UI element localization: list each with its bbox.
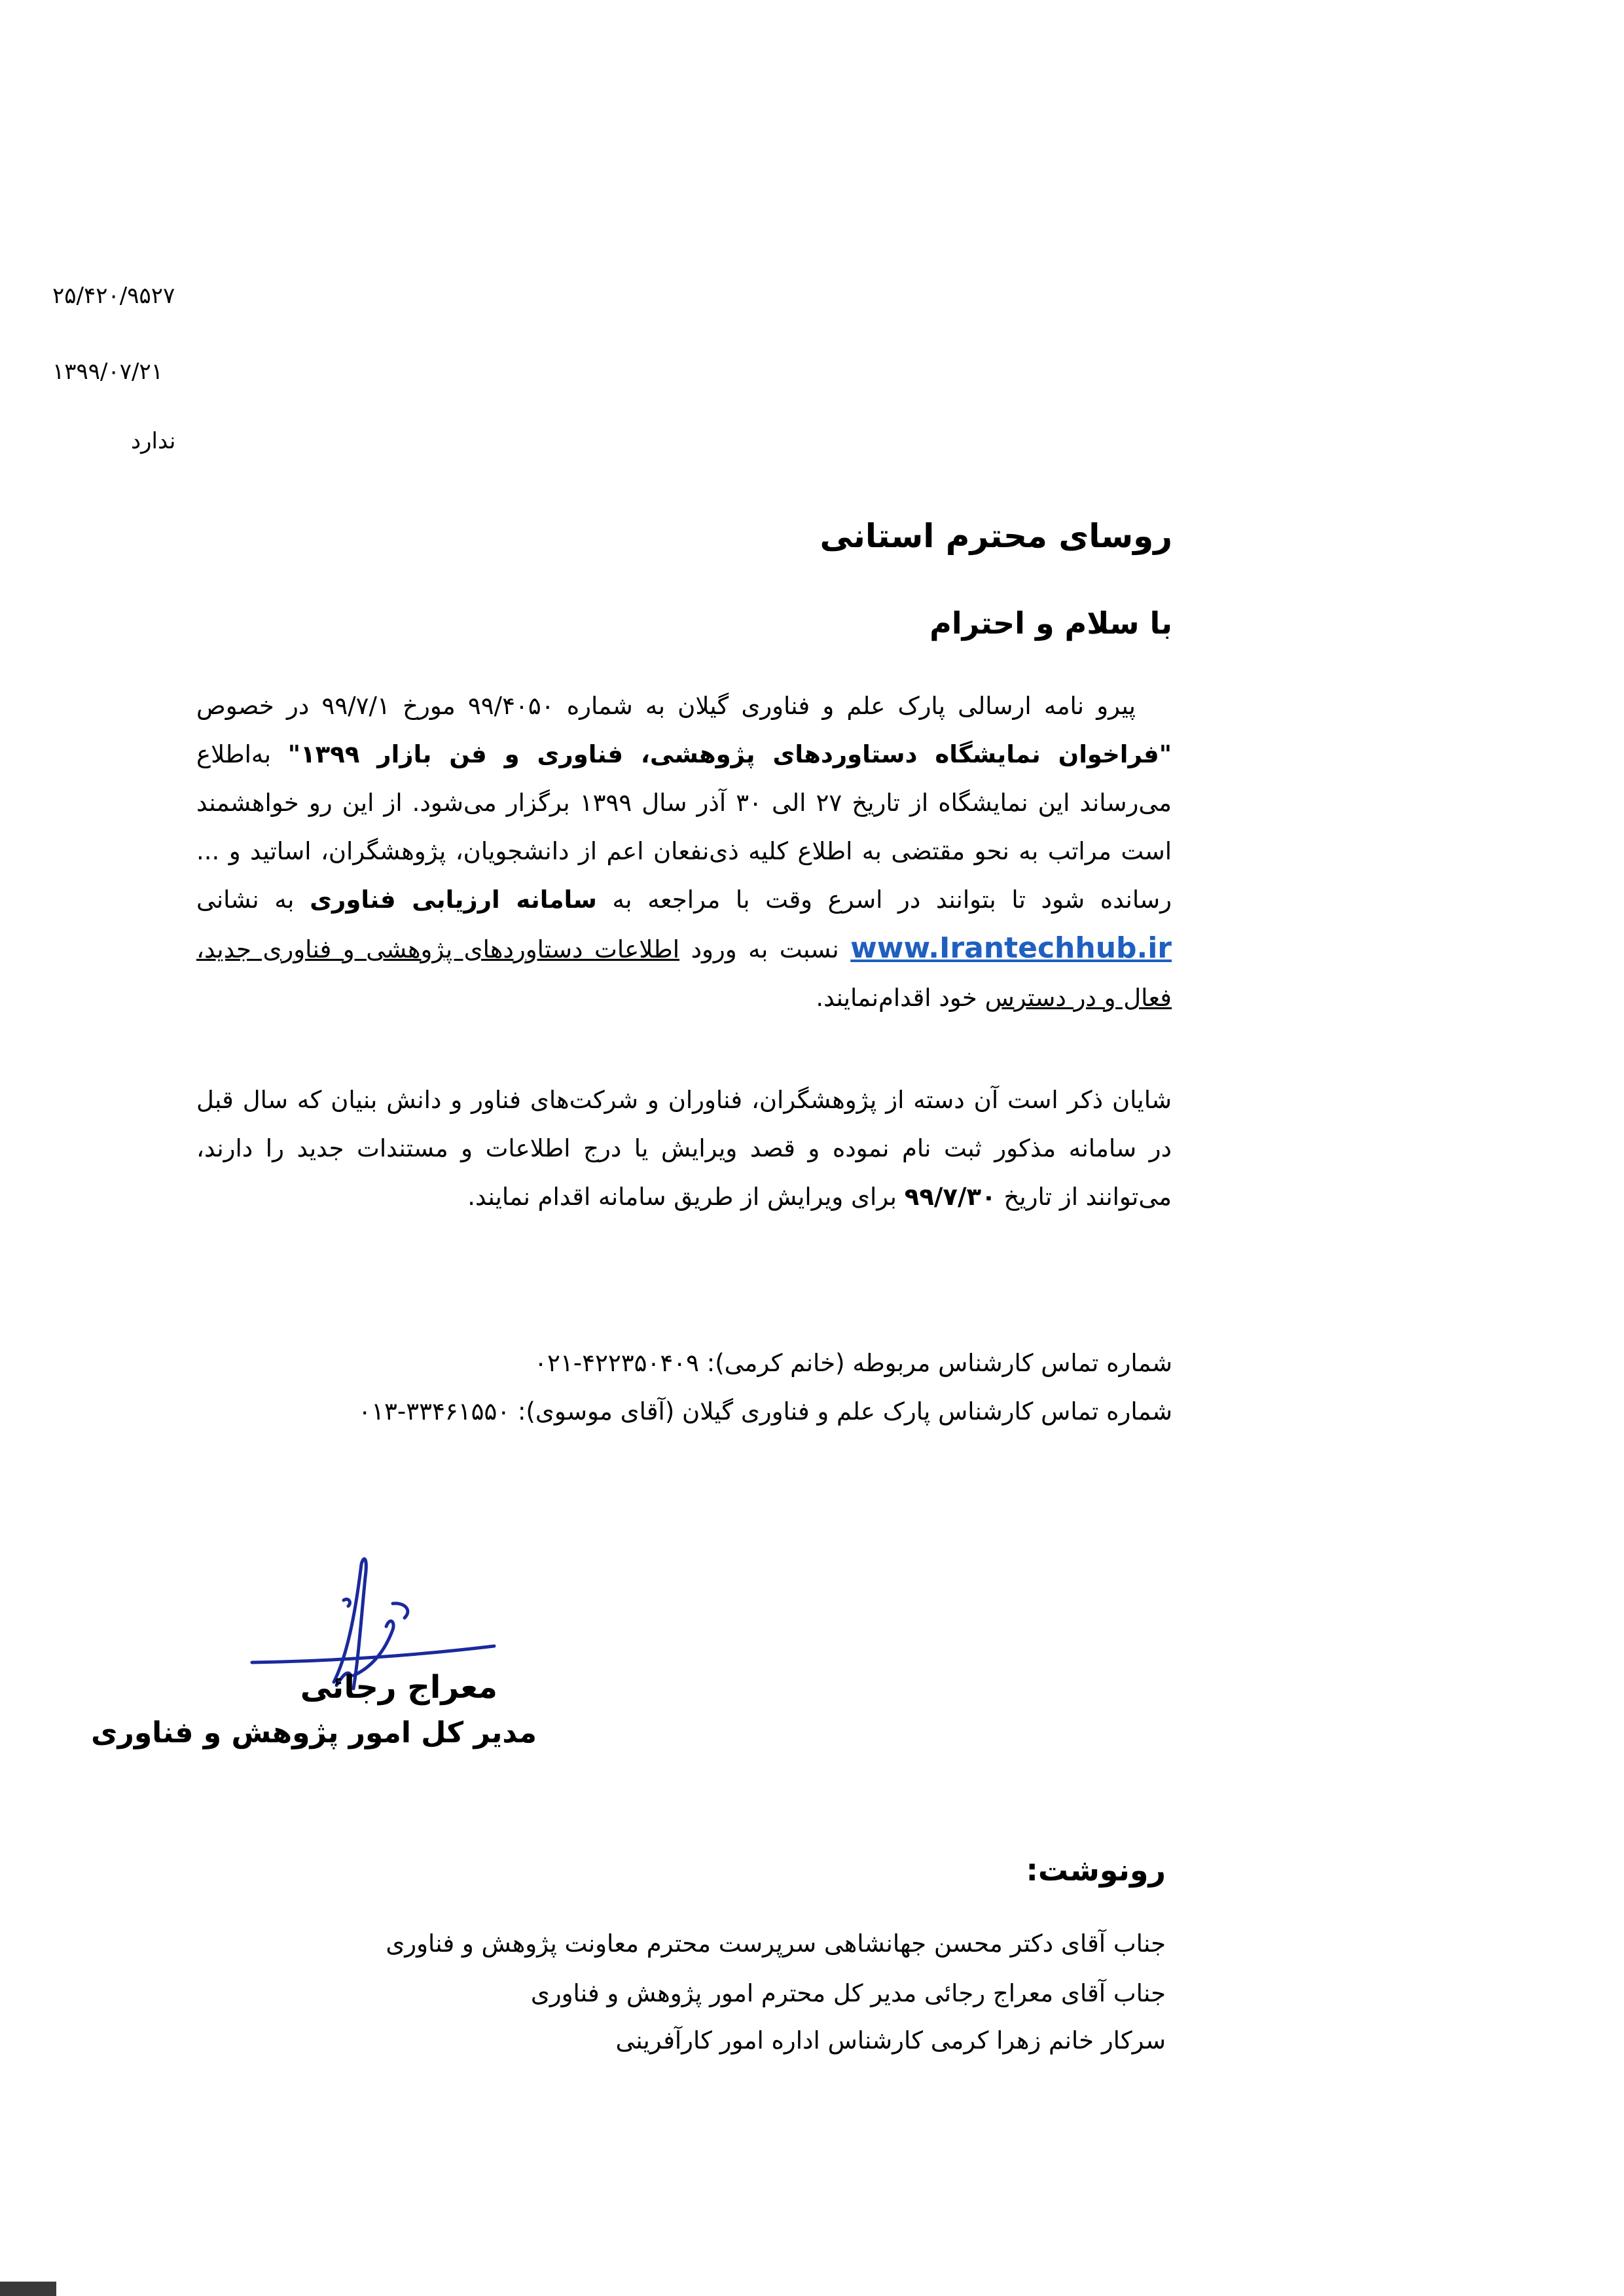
greeting: با سلام و احترام xyxy=(929,605,1172,641)
signature-block xyxy=(91,1545,537,1780)
edit-deadline-date: ۹۹/۷/۳۰ xyxy=(904,1183,996,1211)
system-name: سامانه ارزیابی فناوری xyxy=(310,886,597,914)
letter-date: ۱۳۹۹/۰۷/۲۱ xyxy=(52,359,164,385)
signatory-name: معراج رجائی xyxy=(300,1669,497,1706)
signatory-title: مدیر کل امور پژوهش و فناوری xyxy=(91,1716,537,1749)
paragraph-1-text-d: نسبت به ورود xyxy=(691,935,839,963)
cc-item: سرکار خانم زهرا کرمی کارشناس اداره امور کارآفرینی xyxy=(615,2026,1166,2054)
body-paragraph-2 xyxy=(196,1076,1172,1221)
paragraph-1-text-e: خود اقدام‌نمایند. xyxy=(816,984,977,1012)
contact-line-1: شماره تماس کارشناس مربوطه (خانم کرمی): ۴۲۲۳۵۰۴۰۹-۰۲۱ xyxy=(534,1349,1172,1377)
letter-number: ۲۵/۴۲۰/۹۵۲۷ xyxy=(52,283,175,309)
paragraph-1-text-c: به نشانی xyxy=(196,886,295,914)
exhibition-title: "فراخوان نمایشگاه دستاوردهای پژوهشی، فناوری و فن بازار ۱۳۹۹" xyxy=(287,740,1172,768)
cc-item: جناب آقای معراج رجائی مدیر کل محترم امور پژوهش و فناوری xyxy=(530,1979,1166,2007)
website-link[interactable]: www.Irantechhub.ir xyxy=(850,931,1172,965)
paragraph-2-text-a: شایان ذکر است آن دسته از پژوهشگران، فناوران و شرکت‌های فناور و دانش بنیان که سال قبل در سامانه مذکور ثبت نام نموده و قصد ویرایش یا درج اطلاعات و مستندات جدید را دارند، می‌توانند از تاریخ xyxy=(196,1086,1172,1211)
contact-line-2: شماره تماس کارشناس پارک علم و فناوری گیلان (آقای موسوی): ۳۳۴۶۱۵۵۰-۰۱۳ xyxy=(358,1397,1172,1426)
letter-attachment: ندارد xyxy=(131,428,176,454)
cc-heading: رونوشت: xyxy=(1026,1852,1166,1888)
paragraph-2-text-b: برای ویرایش از طریق سامانه اقدام نمایند. xyxy=(467,1183,897,1211)
paragraph-1-text-b: به‌اطلاع می‌رساند این نمایشگاه از تاریخ ۲۷ الی ۳۰ آذر سال ۱۳۹۹ برگزار می‌شود. از این رو خواهشمند است مراتب به نحو مقتضی به اطلاع کلیه ذی‌نفعان اعم از دانشجویان، پژوهشگران، اساتید و ... رسانده شود تا بتوانند در اسرع وقت با مراجعه به xyxy=(196,740,1172,914)
recipient-heading: روسای محترم استانی xyxy=(820,517,1172,555)
paragraph-1-text-a: پیرو نامه ارسالی پارک علم و فناوری گیلان به شماره ۹۹/۴۰۵۰ مورخ ۹۹/۷/۱ در خصوص xyxy=(196,692,1136,720)
cc-item: جناب آقای دکتر محسن جهانشاهی سرپرست محترم معاونت پژوهش و فناوری xyxy=(386,1929,1166,1958)
underlined-phrase: اطلاعات دستاوردهای پژوهشی و فناوری جدید، فعال و در دسترس xyxy=(196,935,1172,1012)
body-paragraph-1 xyxy=(196,682,1172,1022)
footer-watermark xyxy=(0,2282,56,2296)
